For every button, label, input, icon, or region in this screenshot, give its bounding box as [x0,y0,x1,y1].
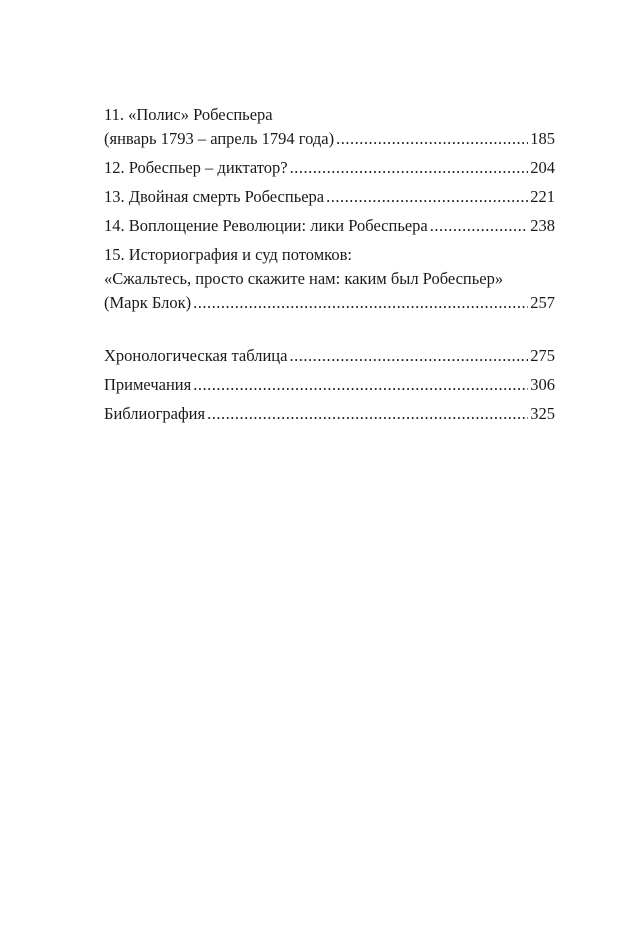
toc-page-number: 185 [530,129,555,148]
toc-entry-title-line: «Сжальтесь, просто скажите нам: каким был Робеспьер» [104,269,504,288]
toc-page-number: 325 [530,404,555,423]
toc-page-number: 257 [530,293,555,312]
table-of-contents [104,103,555,431]
dot-leader [290,156,529,180]
dot-leader [207,402,528,426]
dot-leader [336,127,528,151]
toc-page-number: 204 [530,158,555,177]
dot-leader [430,214,529,238]
toc-page-number: 275 [530,346,555,365]
dot-leader [193,373,528,397]
toc-page-number: 238 [530,216,555,235]
toc-entry-title-line: Примечания [104,375,192,394]
toc-entry-title-line: Библиография [104,404,206,423]
toc-entry-chapter-14[interactable] [104,214,555,238]
toc-entry-notes[interactable] [104,373,555,397]
dot-leader [289,344,528,368]
toc-entry-title-line: 11. «Полис» Робеспьера [104,105,273,124]
toc-entry-bibliography[interactable] [104,402,555,426]
toc-entry-chapter-11[interactable] [104,103,555,151]
toc-page-number: 306 [530,375,555,394]
toc-entry-chapter-12[interactable] [104,156,555,180]
dot-leader [326,185,528,209]
toc-page-number: 221 [530,187,555,206]
section-spacer [104,320,555,344]
toc-entry-chronology[interactable] [104,344,555,368]
toc-entry-title-line: 14. Воплощение Революции: лики Робеспьера [104,216,428,235]
toc-entry-title-line: (Марк Блок) [104,293,192,312]
toc-entry-title-line: 15. Историография и суд потомков: [104,245,352,264]
dot-leader [193,291,528,315]
toc-entry-chapter-13[interactable] [104,185,555,209]
toc-entry-title-line: 12. Робеспьер – диктатор? [104,158,288,177]
toc-entry-title-line: Хронологическая таблица [104,346,288,365]
toc-entry-title-line: (январь 1793 – апрель 1794 года) [104,129,335,148]
toc-entry-title-line: 13. Двойная смерть Робеспьера [104,187,325,206]
toc-entry-chapter-15[interactable] [104,243,555,315]
